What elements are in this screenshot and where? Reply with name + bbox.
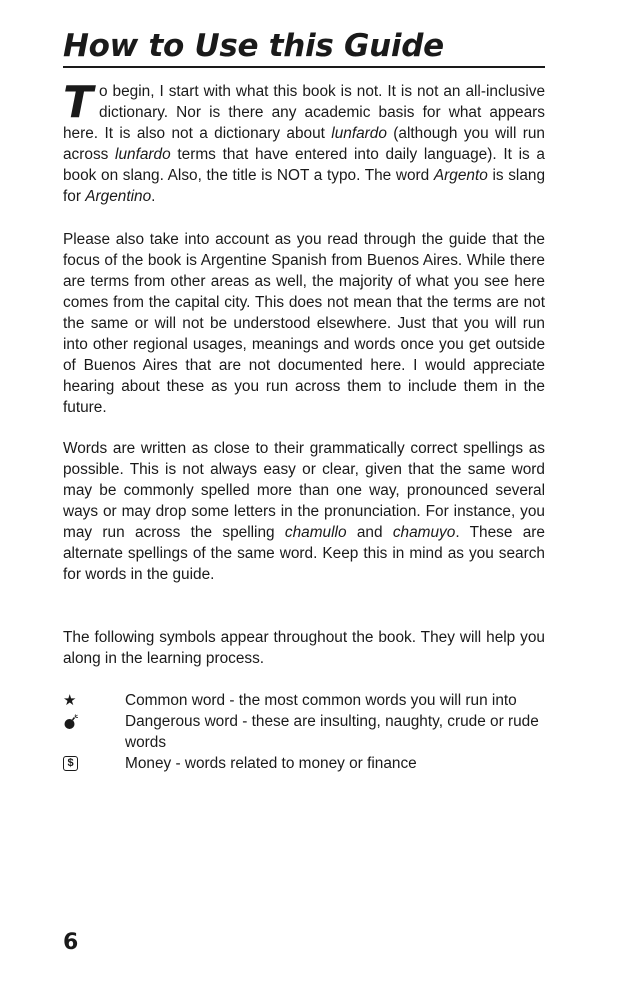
italic-term: Argentino bbox=[85, 188, 152, 205]
italic-term: chamuyo bbox=[392, 524, 456, 541]
text-run: (although you will run across bbox=[63, 125, 545, 163]
text-run: . These are alternate spellings of the same word. Keep this in mind as you search for words in the guide. bbox=[63, 524, 545, 583]
italic-term: Argento bbox=[433, 167, 488, 184]
money-icon: $ bbox=[63, 756, 78, 771]
legend-item-common bbox=[63, 690, 545, 711]
text-run: and bbox=[346, 524, 393, 541]
text-run: . bbox=[151, 188, 156, 205]
italic-term: lunfardo bbox=[331, 125, 387, 142]
symbol-legend bbox=[63, 690, 545, 774]
legend-item-dangerous bbox=[63, 711, 545, 753]
text-run: Words are written as close to their grammatically correct spellings as possible. This is not always easy or clear, given that the same word may be commonly spelled more than one way, pronounced several ways or may drop some letters in the pronunciation. For instance, you may run across the spelling bbox=[63, 440, 545, 541]
text-run: terms that have entered into daily language). It is a book on slang. Also, the title is NOT a typo. The word bbox=[63, 146, 545, 184]
legend-item-money bbox=[63, 753, 545, 774]
text-run: is slang for bbox=[63, 167, 545, 205]
italic-term: lunfardo bbox=[115, 146, 171, 163]
page-number: 6 bbox=[63, 930, 79, 955]
paragraph-focus: Please also take into account as you read through the guide that the focus of the book is Argentine Spanish from Buenos Aires. While there are terms from other areas as well, the majority of what you see here comes from the capital city. This does not mean that the terms are not the same or will not be understood elsewhere. Just that you will run into other regional usages, meanings and words once you get outside of Buenos Aires that are not documented here. I would appreciate hearing about these as you run across them to include them in the future. bbox=[63, 231, 545, 416]
drop-cap: T bbox=[63, 77, 94, 128]
legend-text: Money - words related to money or finance bbox=[125, 755, 417, 772]
page-title: How to Use this Guide bbox=[63, 26, 545, 68]
paragraph-symbols-intro: The following symbols appear throughout the book. They will help you along in the learning process. bbox=[63, 629, 545, 667]
text-run: o begin, I start with what this book is not. It is not an all-inclusive dictionary. Nor is there any academic basis for what appears here. It is also not a dictionary about bbox=[63, 83, 545, 142]
legend-text: Dangerous word - these are insulting, naughty, crude or rude words bbox=[125, 713, 539, 751]
star-icon: ★ bbox=[63, 692, 77, 709]
italic-term: chamullo bbox=[284, 524, 347, 541]
legend-text: Common word - the most common words you will run into bbox=[125, 692, 517, 709]
bomb-icon bbox=[63, 714, 79, 730]
paragraph-intro bbox=[63, 77, 545, 207]
paragraph-spelling bbox=[63, 438, 545, 585]
